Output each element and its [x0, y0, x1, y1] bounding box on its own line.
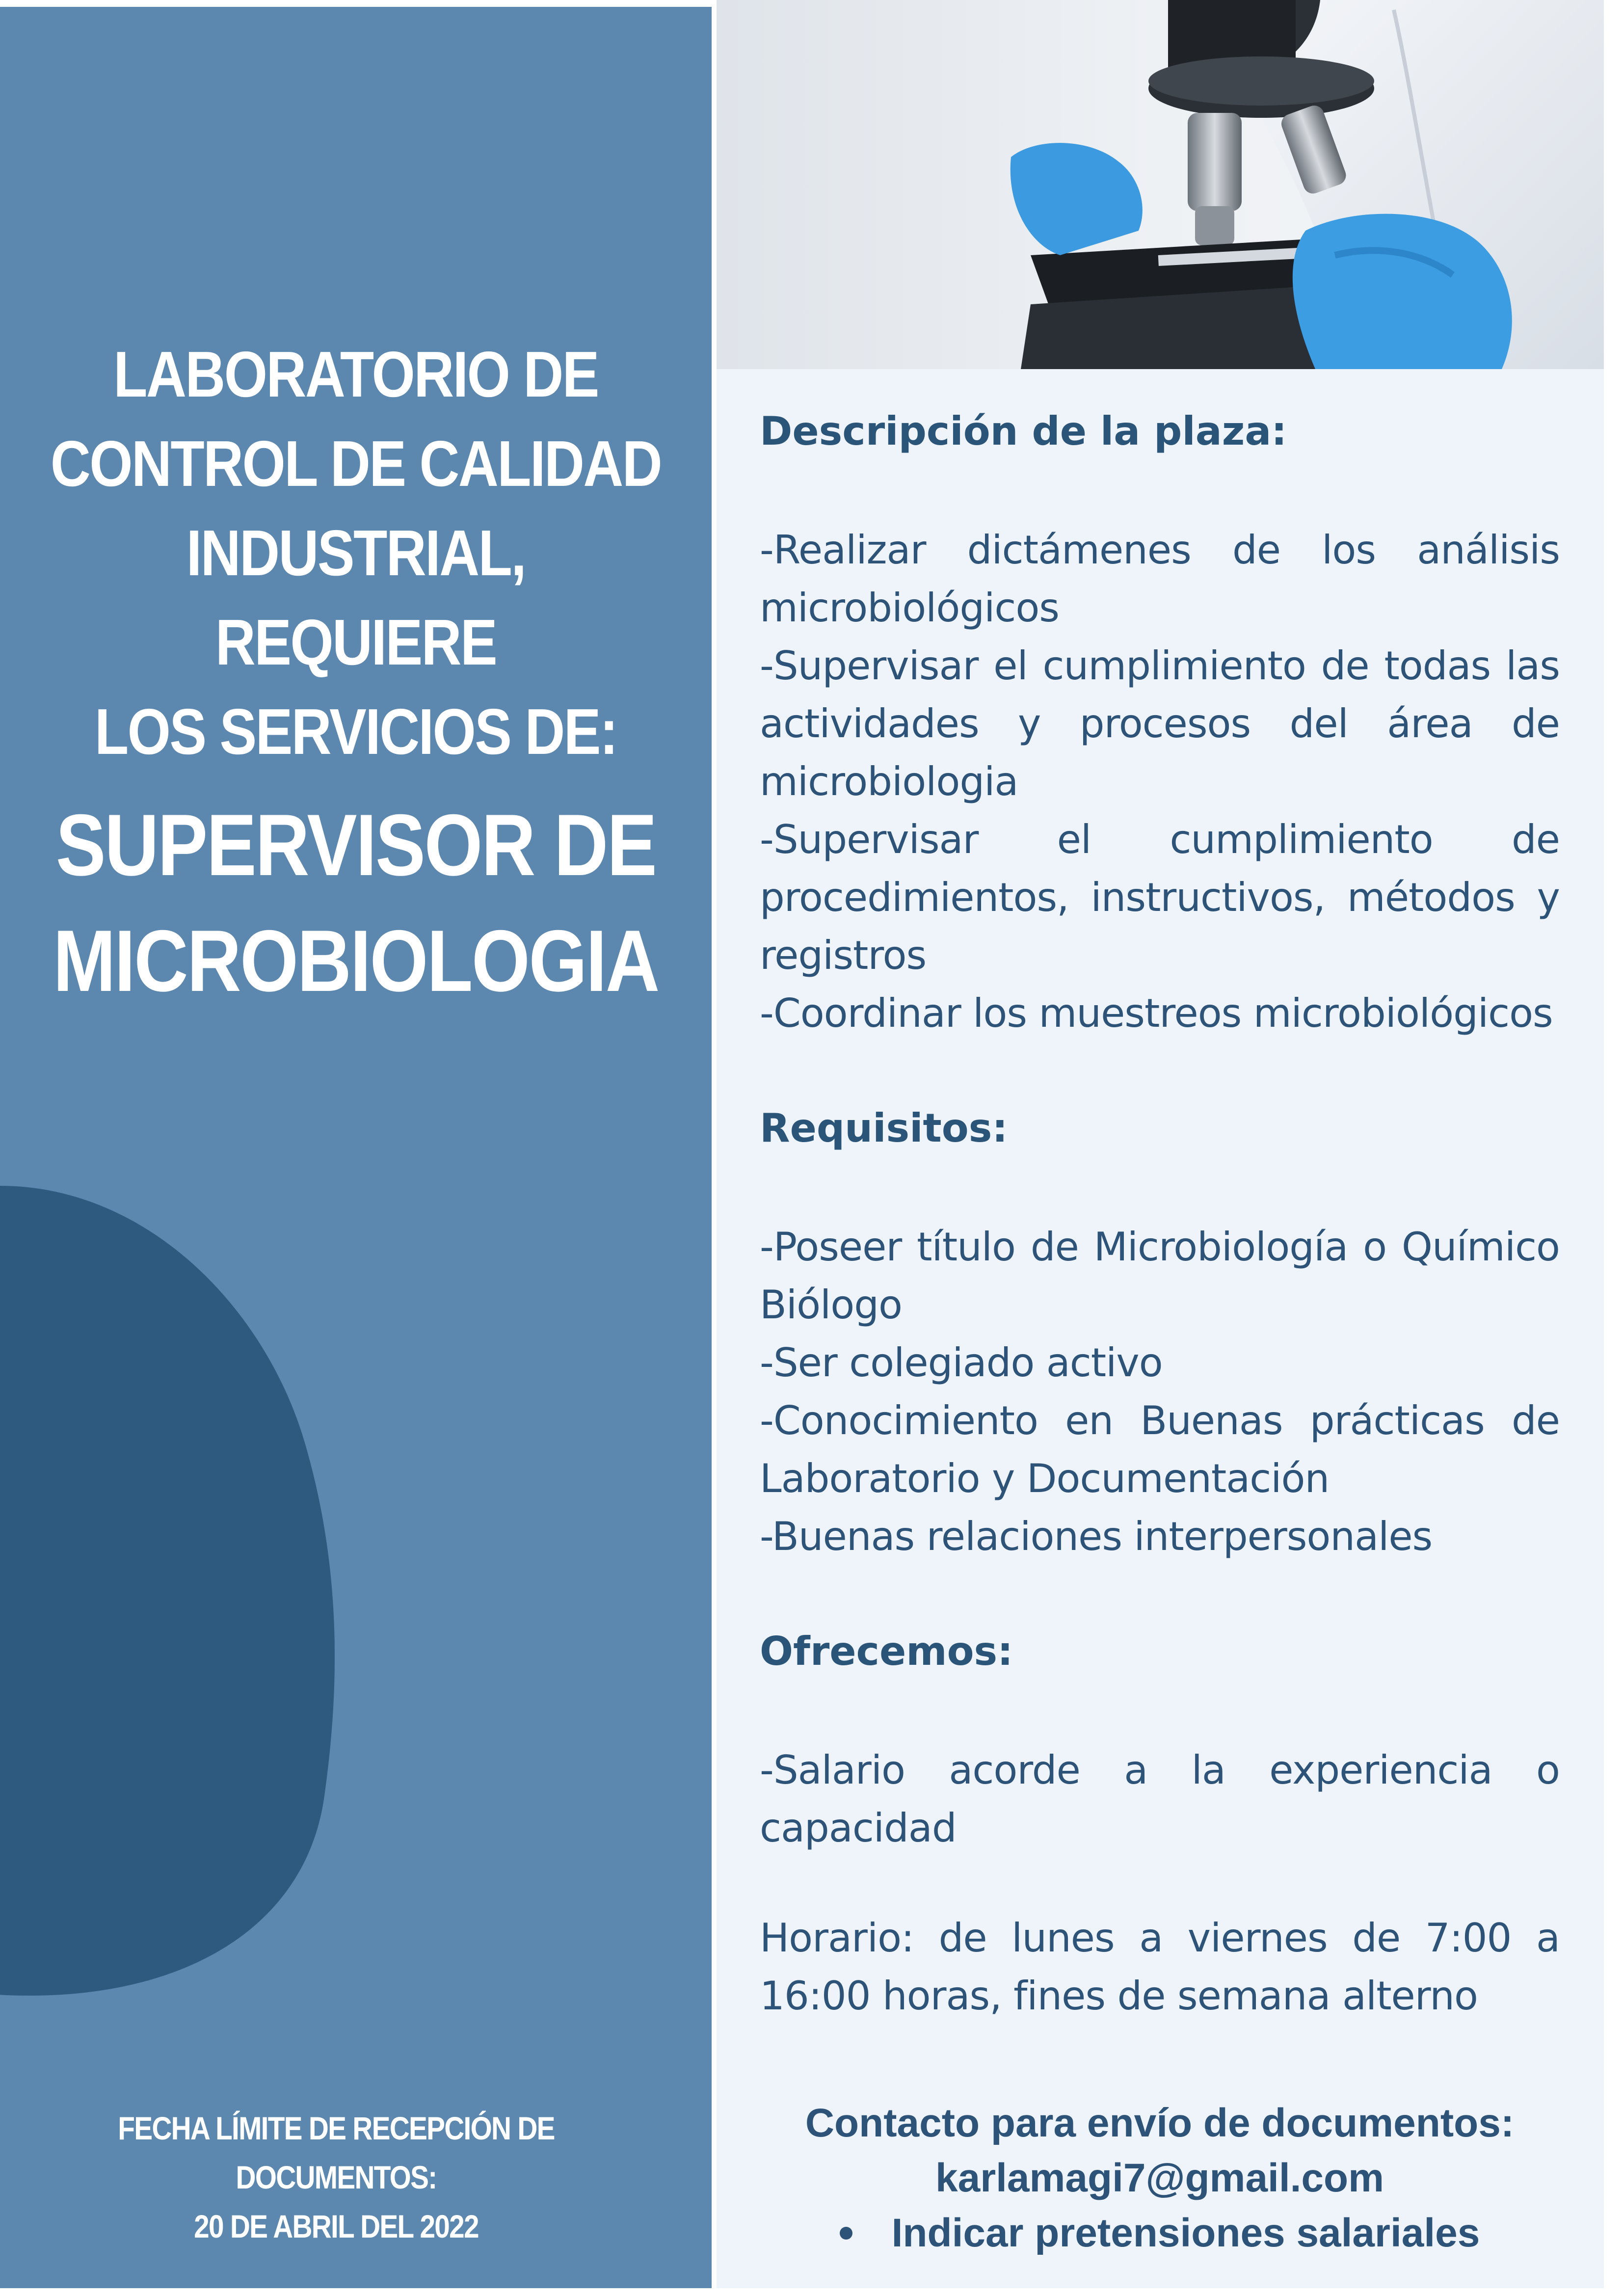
description-list — [760, 521, 1560, 1042]
deadline-line-2: DOCUMENTOS: — [236, 2159, 437, 2195]
position-title-line-1: SUPERVISOR DE — [55, 796, 656, 894]
requirements-title: Requisitos: — [760, 1105, 1008, 1151]
position-title-line-2: MICROBIOLOGIA — [53, 912, 659, 1010]
left-panel — [0, 7, 712, 2288]
decorative-blob — [0, 1186, 427, 1996]
requirements-item: -Ser colegiado activo — [760, 1340, 1163, 1386]
company-heading — [50, 330, 662, 776]
spacer — [760, 1566, 1560, 1625]
contact-note: Indicar pretensiones salariales — [891, 2211, 1480, 2255]
spacer — [760, 458, 1560, 521]
requirements-item: -Poseer título de Microbiología o Químico Biólogo — [760, 1224, 1560, 1328]
contact-label: Contacto para envío de documentos: — [805, 2101, 1515, 2145]
offer-title: Ofrecemos: — [760, 1629, 1013, 1674]
contact-block — [760, 2096, 1560, 2261]
description-item: -Coordinar los muestreos microbiológicos — [760, 990, 1553, 1036]
offer-item: -Salario acorde a la experiencia o capacidad — [760, 1747, 1560, 1851]
description-title: Descripción de la plaza: — [760, 408, 1287, 454]
schedule-text: Horario: de lunes a viernes de 7:00 a 16:00 horas, fines de semana alterno — [760, 1915, 1560, 2019]
deadline-line-1: FECHA LÍMITE DE RECEPCIÓN DE — [118, 2110, 555, 2146]
description-item: -Realizar dictámenes de los análisis microbiológicos — [760, 527, 1560, 631]
description-item: -Supervisar el cumplimiento de procedimientos, instructivos, métodos y registros — [760, 817, 1560, 978]
spacer — [760, 1679, 1560, 1741]
microscope-illustration — [717, 0, 1604, 369]
requirements-item: -Conocimiento en Buenas prácticas de Laboratorio y Documentación — [760, 1398, 1560, 1501]
contact-email[interactable]: karlamagi7@gmail.com — [935, 2156, 1384, 2200]
description-item: -Supervisar el cumplimiento de todas las actividades y procesos del área de microbiologia — [760, 643, 1560, 804]
heading-line-1: LABORATORIO DE — [113, 338, 598, 410]
spacer — [760, 1155, 1560, 1218]
requirements-list — [760, 1218, 1560, 1566]
bullet-dot-icon — [840, 2227, 852, 2240]
heading-line-3: INDUSTRIAL, REQUIERE — [186, 517, 526, 678]
deadline-line-3: 20 DE ABRIL DEL 2022 — [194, 2208, 479, 2244]
deadline-text — [47, 2104, 625, 2251]
microscope-photo — [717, 0, 1604, 369]
offer-list — [760, 1741, 1560, 1857]
spacer — [760, 1857, 1560, 1909]
position-title — [50, 787, 662, 1019]
spacer — [760, 1042, 1560, 1101]
requirements-item: -Buenas relaciones interpersonales — [760, 1514, 1433, 1559]
job-details — [760, 404, 1560, 2025]
heading-line-2: CONTROL DE CALIDAD — [50, 427, 662, 500]
contact-note-line — [760, 2206, 1560, 2261]
heading-line-4: LOS SERVICIOS DE: — [94, 695, 617, 768]
